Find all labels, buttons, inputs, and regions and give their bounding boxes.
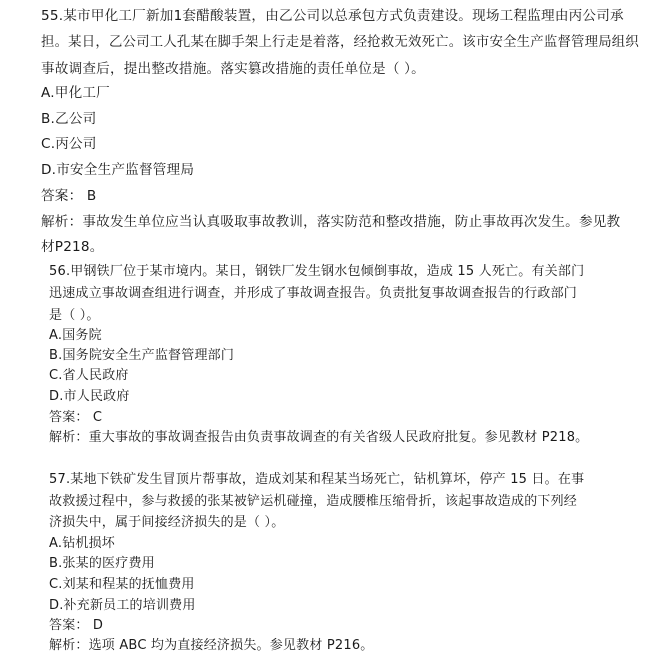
q55-explanation-line-1: 解析：事故发生单位应当认真吸取事故教训，落实防范和整改措施，防止事故再次发生。参见教 (41, 214, 621, 230)
q55-stem-line-2: 担。某日，乙公司工人孔某在脚手架上行走是着落，经抢救无效死亡。该市安全生产监督管理局组织 (41, 35, 639, 50)
q57-option-b: B.张某的医疗费用 (49, 556, 155, 571)
q56-explanation: 解析：重大事故的事故调查报告由负责事故调查的有关省级人民政府批复。参见教材 P218。 (49, 430, 589, 445)
q57-answer: 答案： D (49, 618, 104, 633)
q56-option-b: B.国务院安全生产监督管理部门 (49, 348, 235, 363)
q55-answer: 答案： B (41, 188, 97, 204)
q56-answer: 答案： C (49, 410, 103, 425)
q55-stem-line-3: 事故调查后，提出整改措施。落实篡改措施的责任单位是（ ）。 (41, 61, 425, 77)
q55-option-a: A.甲化工厂 (41, 85, 110, 101)
q55-option-c: C.丙公司 (41, 136, 97, 152)
q56-option-c: C.省人民政府 (49, 368, 129, 383)
q57-stem-line-2: 故救援过程中，参与救援的张某被铲运机碰撞，造成腰椎压缩骨折，该起事故造成的下列经 (49, 494, 578, 509)
q55-stem-line-1: 55.某市甲化工厂新加1套醋酸装置，由乙公司以总承包方式负责建设。现场工程监理由丙公司承 (41, 8, 624, 24)
q56-option-a: A.国务院 (49, 328, 102, 343)
q56-stem-line-1: 56.甲钢铁厂位于某市境内。某日，钢铁厂发生钢水包倾倒事故，造成 15 人死亡。有关部门 (49, 264, 585, 279)
q57-stem-line-1: 57.某地下铁矿发生冒顶片帮事故，造成刘某和程某当场死亡，钻机算坏，停产 15 日。在事 (49, 472, 585, 487)
q57-option-d: D.补充新员工的培训费用 (49, 598, 196, 613)
q57-explanation: 解析：选项 ABC 均为直接经济损失。参见教材 P216。 (49, 638, 374, 653)
q56-stem-line-2: 迅速成立事故调查组进行调查，并形成了事故调查报告。负责批复事故调查报告的行政部门 (49, 286, 578, 301)
q55-option-b: B.乙公司 (41, 111, 97, 127)
q56-option-d: D.市人民政府 (49, 389, 130, 404)
q55-option-d: D.市安全生产监督管理局 (41, 162, 195, 178)
q57-option-a: A.钻机损坏 (49, 536, 115, 551)
q57-stem-line-3: 济损失中，属于间接经济损失的是（ ）。 (49, 515, 285, 530)
q57-option-c: C.刘某和程某的抚恤费用 (49, 577, 195, 592)
q55-explanation-line-2: 材P218。 (41, 239, 104, 255)
q56-stem-line-3: 是（ ）。 (49, 308, 100, 323)
